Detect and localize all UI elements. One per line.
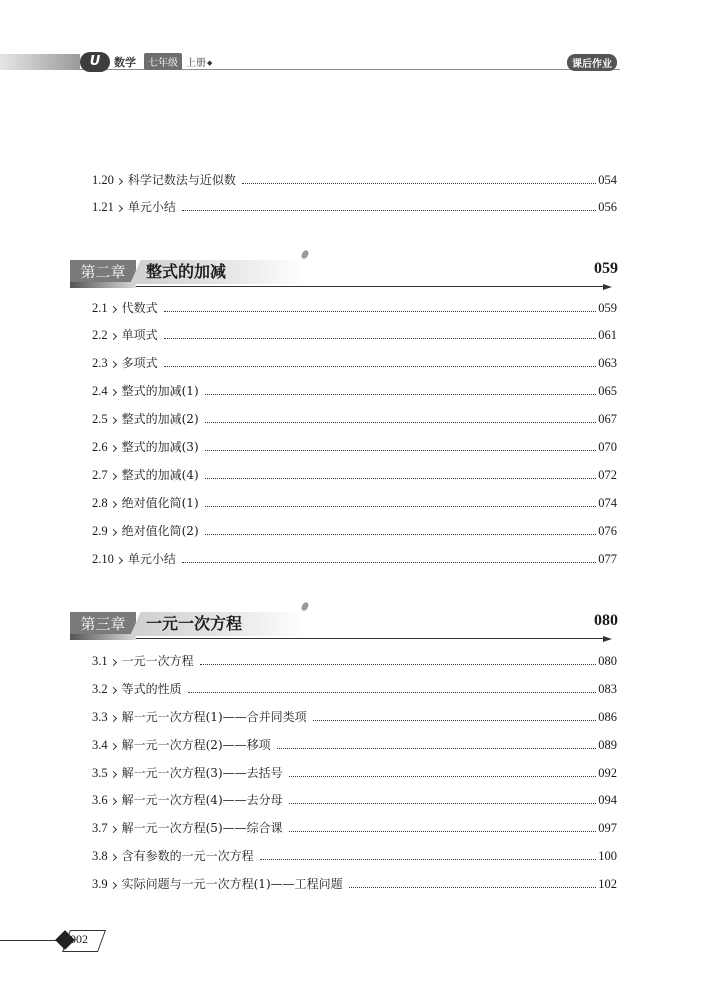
toc-entry[interactable]	[92, 848, 617, 864]
dot-leader	[242, 183, 596, 184]
section-number: 1.21	[92, 200, 114, 214]
toc-entry[interactable]	[92, 172, 617, 188]
page-number: 076	[598, 524, 617, 538]
toc-entry[interactable]	[92, 383, 617, 399]
section-title: 含有参数的一元一次方程	[121, 849, 254, 863]
section-title: 等式的性质	[121, 682, 182, 696]
toc-entry[interactable]	[92, 551, 617, 567]
leaf-icon	[300, 601, 310, 612]
chevron-right-icon	[110, 417, 117, 424]
section-title: 科学记数法与近似数	[127, 173, 236, 187]
page-number: 065	[598, 384, 617, 398]
section-title: 实际问题与一元一次方程(1)——工程问题	[121, 877, 343, 891]
chevron-right-icon	[110, 687, 117, 694]
toc-entry[interactable]	[92, 765, 617, 781]
section-title: 整式的加减(1)	[121, 384, 199, 398]
chapter-page: 059	[594, 260, 618, 277]
dot-leader	[289, 776, 597, 777]
chevron-right-icon	[116, 178, 123, 185]
toc-entry[interactable]	[92, 737, 617, 753]
section-title: 整式的加减(2)	[121, 412, 199, 426]
dot-leader	[205, 422, 597, 423]
section-number: 2.1	[92, 301, 108, 315]
chevron-right-icon	[110, 529, 117, 536]
section-number: 2.4	[92, 384, 108, 398]
section-number: 2.7	[92, 468, 108, 482]
section-title: 整式的加减(3)	[121, 440, 199, 454]
page-number: 089	[598, 738, 617, 752]
header-term	[186, 54, 212, 69]
chevron-right-icon	[110, 715, 117, 722]
section-title: 多项式	[121, 356, 158, 370]
section-title: 单元小结	[127, 552, 176, 566]
chapter-label: 第二章	[70, 260, 136, 284]
page-number: 094	[598, 793, 617, 807]
chevron-right-icon	[116, 557, 123, 564]
toc-entry[interactable]	[92, 467, 617, 483]
section-number: 3.3	[92, 710, 108, 724]
arrow-right-icon	[603, 284, 612, 290]
section-title: 绝对值化简(1)	[121, 496, 199, 510]
section-title: 一元一次方程	[121, 654, 194, 668]
section-number: 3.7	[92, 821, 108, 835]
section-number: 3.8	[92, 849, 108, 863]
section-title: 单项式	[121, 328, 158, 342]
dot-leader	[277, 748, 597, 749]
page-number: 074	[598, 496, 617, 510]
section-title: 整式的加减(4)	[121, 468, 199, 482]
section-number: 3.4	[92, 738, 108, 752]
chevron-right-icon	[110, 743, 117, 750]
toc-entry[interactable]	[92, 681, 617, 697]
header-right-label: 课后作业	[567, 54, 617, 71]
chevron-right-icon	[110, 306, 117, 313]
dot-leader	[289, 803, 597, 804]
page-number: 056	[598, 200, 617, 214]
dot-leader	[205, 478, 597, 479]
header-subject: 数学	[114, 56, 136, 69]
chevron-right-icon	[110, 854, 117, 861]
toc-entry[interactable]	[92, 327, 617, 343]
chevron-right-icon	[110, 771, 117, 778]
chapter-label: 第三章	[70, 612, 136, 636]
section-title: 绝对值化简(2)	[121, 524, 199, 538]
toc-entry[interactable]	[92, 792, 617, 808]
arrow-right-icon	[603, 636, 612, 642]
chevron-right-icon	[110, 826, 117, 833]
chapter-label-strip	[70, 634, 136, 640]
series-logo: U	[80, 52, 110, 72]
section-number: 2.3	[92, 356, 108, 370]
toc-entry[interactable]	[92, 411, 617, 427]
section-number: 2.8	[92, 496, 108, 510]
section-title: 解一元一次方程(3)——去括号	[121, 766, 283, 780]
chapter-page: 080	[594, 612, 618, 629]
section-number: 1.20	[92, 173, 114, 187]
chapter-title: 一元一次方程	[146, 614, 243, 633]
footer-page-number: 002	[70, 932, 88, 946]
dot-leader	[188, 692, 597, 693]
dot-leader	[289, 831, 597, 832]
dot-leader	[205, 450, 597, 451]
page-number: 063	[598, 356, 617, 370]
dot-leader	[182, 210, 596, 211]
footer-rule	[0, 940, 60, 941]
page-number: 059	[598, 301, 617, 315]
section-number: 2.10	[92, 552, 114, 566]
chapter-rule	[136, 286, 604, 287]
chapter-rule	[136, 638, 604, 639]
dot-leader	[182, 562, 596, 563]
chevron-right-icon	[110, 798, 117, 805]
page-number: 083	[598, 682, 617, 696]
chevron-right-icon	[110, 501, 117, 508]
page-number: 054	[598, 173, 617, 187]
page-number: 070	[598, 440, 617, 454]
dot-leader	[349, 887, 597, 888]
chevron-right-icon	[110, 445, 117, 452]
section-number: 2.5	[92, 412, 108, 426]
section-title: 解一元一次方程(5)——综合课	[121, 821, 283, 835]
chapter-title: 整式的加减	[146, 262, 227, 281]
section-number: 2.6	[92, 440, 108, 454]
page-number: 072	[598, 468, 617, 482]
toc-entry[interactable]	[92, 709, 617, 725]
page-number: 086	[598, 710, 617, 724]
section-number: 3.9	[92, 877, 108, 891]
toc-entry[interactable]	[92, 300, 617, 316]
section-number: 2.2	[92, 328, 108, 342]
dot-leader	[260, 859, 597, 860]
section-title: 解一元一次方程(4)——去分母	[121, 793, 283, 807]
section-title: 解一元一次方程(1)——合并同类项	[121, 710, 307, 724]
page-number: 061	[598, 328, 617, 342]
page-number: 077	[598, 552, 617, 566]
chevron-right-icon	[110, 389, 117, 396]
chevron-right-icon	[110, 882, 117, 889]
toc-entry[interactable]	[92, 199, 617, 215]
section-title: 单元小结	[127, 200, 176, 214]
header-grade: 七年级	[144, 53, 182, 70]
bullet-icon: ◆	[207, 59, 213, 67]
page-number: 067	[598, 412, 617, 426]
section-number: 2.9	[92, 524, 108, 538]
chevron-right-icon	[116, 205, 123, 212]
dot-leader	[205, 394, 597, 395]
chapter-header[interactable]	[70, 608, 618, 640]
toc-entry[interactable]	[92, 523, 617, 539]
chapter-label-strip	[70, 282, 136, 288]
chevron-right-icon	[110, 333, 117, 340]
page-number: 092	[598, 766, 617, 780]
header-term-label: 上册	[186, 58, 206, 69]
section-number: 3.5	[92, 766, 108, 780]
page-number: 080	[598, 654, 617, 668]
dot-leader	[205, 506, 597, 507]
dot-leader	[164, 311, 597, 312]
section-number: 3.1	[92, 654, 108, 668]
toc-entry[interactable]	[92, 439, 617, 455]
section-title: 解一元一次方程(2)——移项	[121, 738, 271, 752]
page-number: 100	[598, 849, 617, 863]
chevron-right-icon	[110, 361, 117, 368]
toc-entry[interactable]	[92, 876, 617, 892]
dot-leader	[200, 664, 597, 665]
toc-entry[interactable]	[92, 495, 617, 511]
dot-leader	[164, 338, 597, 339]
section-title: 代数式	[121, 301, 158, 315]
section-number: 3.6	[92, 793, 108, 807]
dot-leader	[205, 534, 597, 535]
section-number: 3.2	[92, 682, 108, 696]
toc-entry[interactable]	[92, 820, 617, 836]
chapter-header[interactable]	[70, 256, 618, 288]
page-number: 097	[598, 821, 617, 835]
header-bar	[0, 54, 80, 70]
chevron-right-icon	[110, 473, 117, 480]
toc-entry[interactable]	[92, 653, 617, 669]
leaf-icon	[300, 249, 310, 260]
toc-entry[interactable]	[92, 355, 617, 371]
page-number: 102	[598, 877, 617, 891]
chevron-right-icon	[110, 659, 117, 666]
dot-leader	[313, 720, 597, 721]
dot-leader	[164, 366, 597, 367]
